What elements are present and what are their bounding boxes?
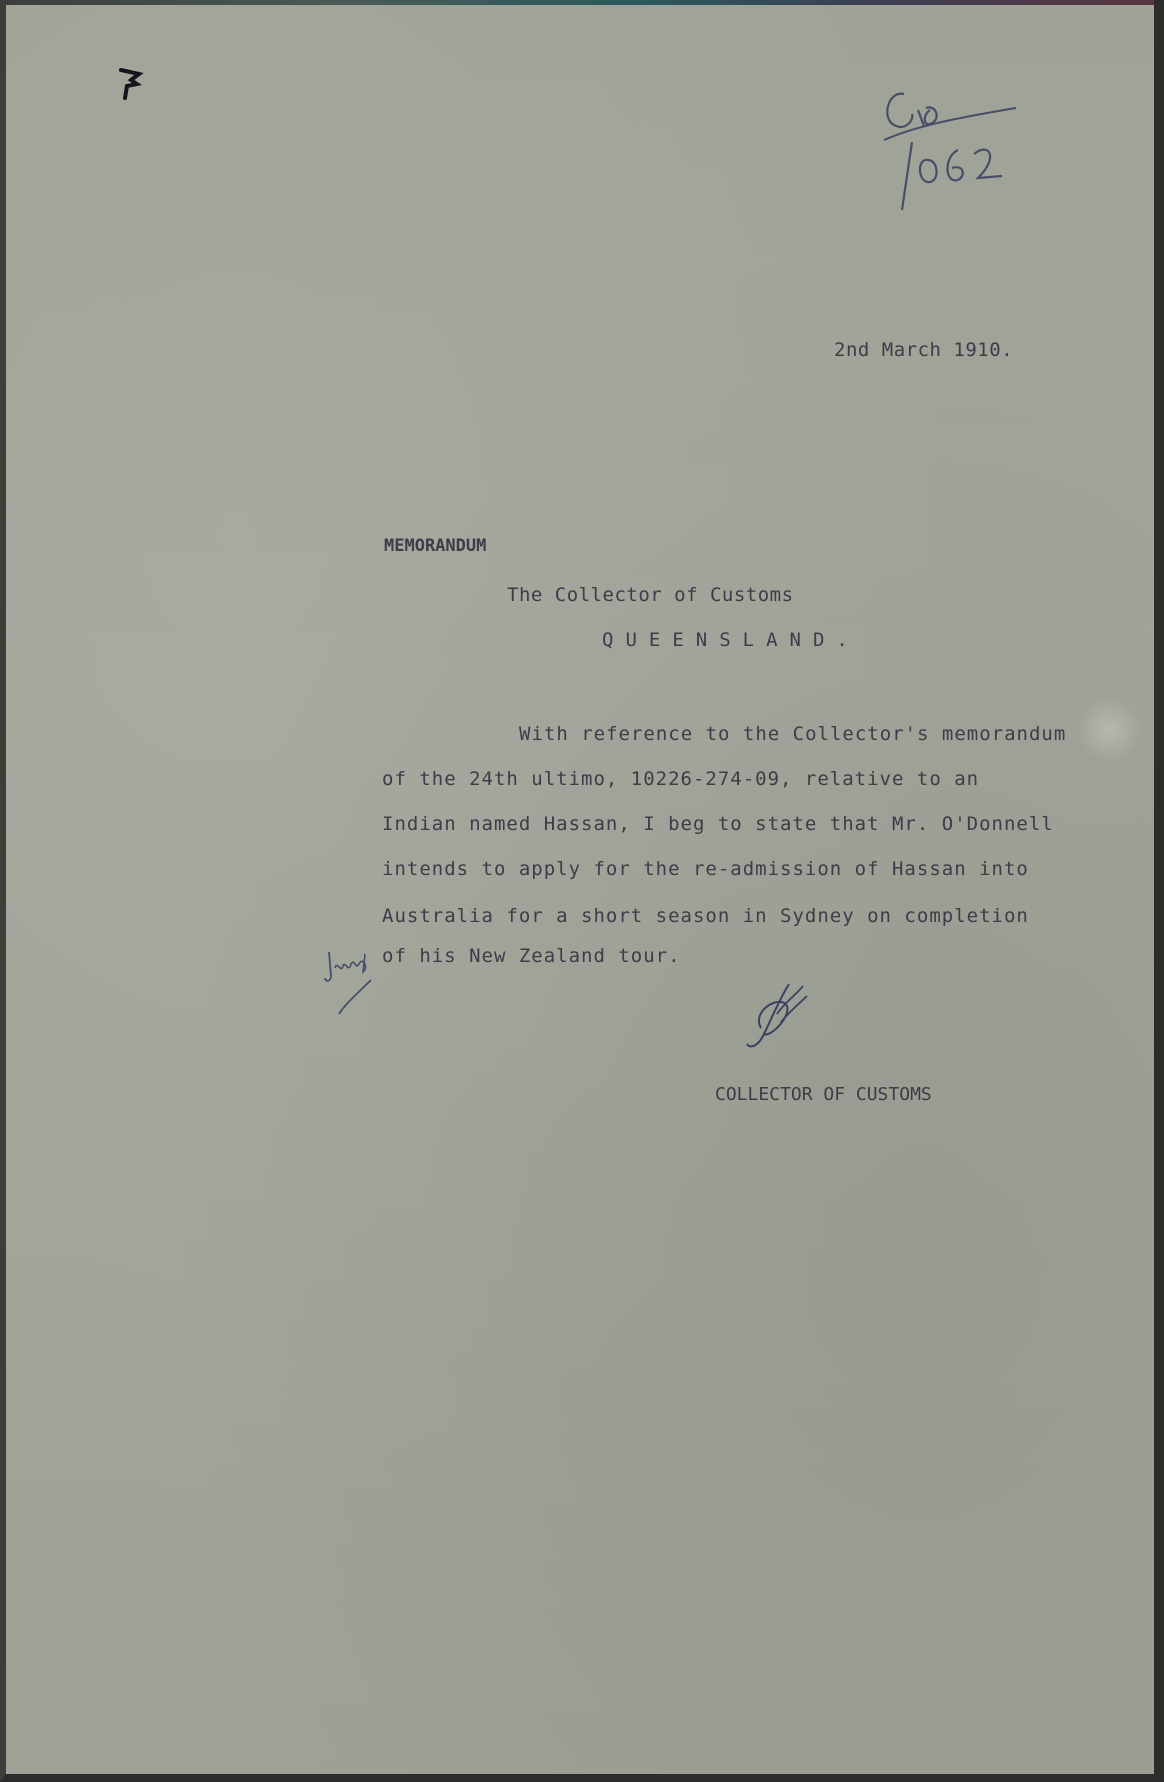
page-top-edge	[6, 0, 1154, 5]
addressee-state: QUEENSLAND.	[602, 629, 860, 651]
body-line-4: intends to apply for the re-admission of Hassan into	[382, 858, 1029, 880]
filing-number-text: C10 1062	[866, 80, 870, 81]
memo-heading: MEMORANDUM	[384, 536, 487, 556]
body-line-3: Indian named Hassan, I beg to state that Mr. O'Donnell	[382, 813, 1054, 835]
body-line-2: of the 24th ultimo, 10226-274-09, relative to an	[382, 768, 980, 790]
addressee-line: The Collector of Customs	[507, 584, 794, 606]
signatory-title: COLLECTOR OF CUSTOMS	[715, 1084, 932, 1105]
body-line-1: With reference to the Collector's memorandum	[519, 723, 1067, 745]
corner-mark-icon	[117, 66, 145, 102]
filing-number-handwriting	[866, 80, 1026, 225]
body-line-5: Australia for a short season in Sydney on completion	[382, 905, 1029, 927]
collector-signature	[741, 980, 821, 1060]
document-date: 2nd March 1910.	[834, 339, 1014, 361]
margin-initials-handwriting	[321, 940, 381, 1020]
body-line-6: of his New Zealand tour.	[382, 945, 681, 967]
paper-smudge	[1074, 700, 1144, 760]
